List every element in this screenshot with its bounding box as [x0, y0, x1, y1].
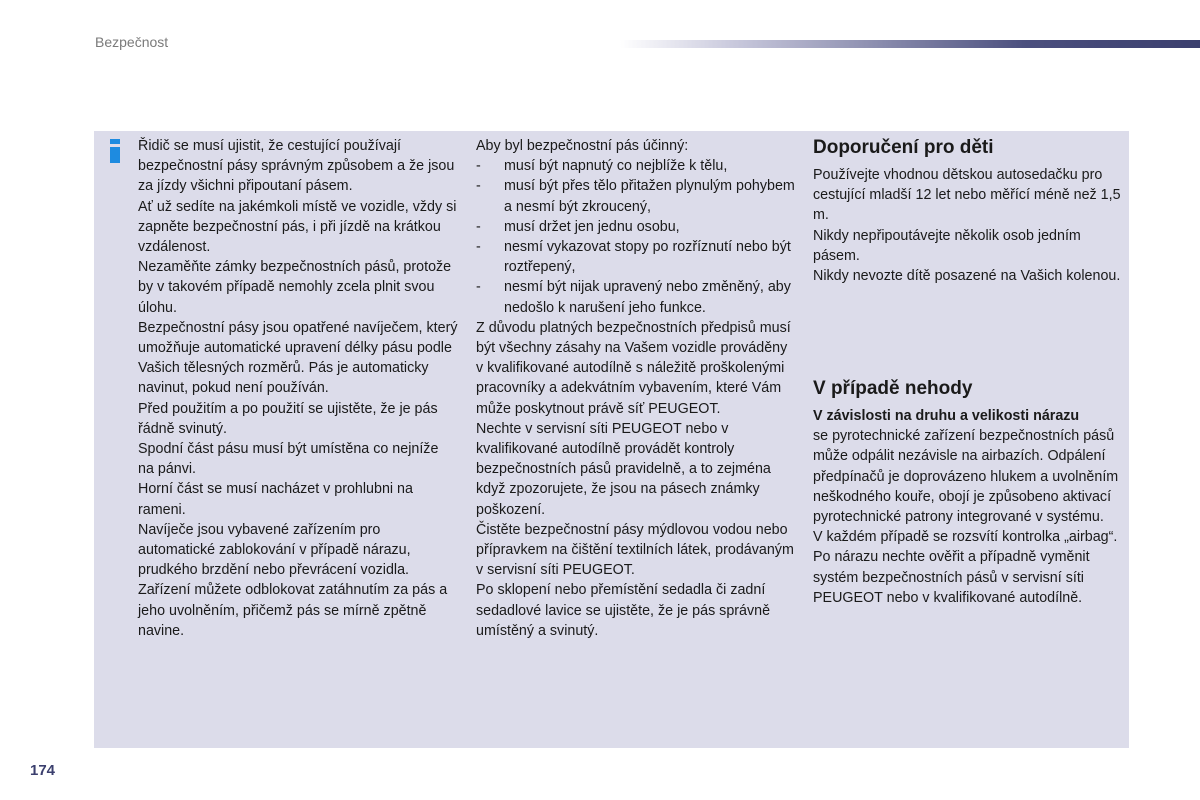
dash-marker: - [476, 218, 481, 235]
info-icon-stem [110, 147, 120, 163]
list-item [476, 237, 796, 277]
section-accident [813, 406, 1125, 608]
list-item [476, 176, 796, 216]
list-item-text: musí být přes tělo přitažen plynulým pohybem a nesmí být zkroucený, [504, 178, 795, 215]
paragraph: Horní část se musí nacházet v prohlubni na rameni. [138, 481, 413, 518]
dash-marker: - [476, 158, 481, 175]
paragraph: Nezaměňte zámky bezpečnostních pásů, protože by v takovém případě nemohly zcela plnit svou úlohu. [138, 259, 452, 316]
list-intro: Aby byl bezpečnostní pás účinný: [476, 138, 689, 154]
paragraph: Navíječe jsou vybavené zařízením pro automatické zablokování v případě nárazu, prudkého brzdění nebo převrácení vozidla. [138, 521, 411, 579]
dash-marker: - [476, 239, 481, 256]
paragraph: Řidič se musí ujistit, že cestující používají bezpečnostní pásy správným způsobem a že jsou za jízdy všichni připoutaní pásem. [138, 138, 455, 195]
dash-marker: - [476, 279, 481, 296]
paragraph: Z důvodu platných bezpečnostních předpisů musí být všechny zásahy na Vašem vozidle prováděny v kvalifikované autodílně s náležitě proškolenými pracovníky a adekvátním vybavením, které Vám může poskytnout právě síť PEUGEOT. [476, 319, 791, 417]
paragraph: Po sklopení nebo přemístění sedadla či zadní sedadlové lavice se ujistěte, že je pás správně umístěný a svinutý. [476, 582, 771, 639]
paragraph: Čistěte bezpečnostní pásy mýdlovou vodou nebo přípravkem na čištění textilních látek, prodávaným v servisní síti PEUGEOT. [476, 521, 794, 579]
paragraph: Bezpečnostní pásy jsou opatřené navíječem, který umožňuje automatické upravení délky pásu podle Vašich tělesných rozměrů. Pás je automaticky navinut, pokud není používán. [138, 319, 458, 397]
list-item-text: nesmí být nijak upravený nebo změněný, aby nedošlo k narušení jeho funkce. [504, 279, 791, 316]
column-left [138, 136, 458, 641]
list-item [476, 217, 796, 237]
paragraph: Nikdy nevozte dítě posazené na Vašich kolenou. [813, 268, 1121, 285]
paragraph: Před použitím a po použití se ujistěte, že je pás řádně svinutý. [138, 400, 438, 437]
page-header-title: Bezpečnost [95, 34, 169, 50]
page-number: 174 [30, 762, 56, 779]
list-item-text: musí držet jen jednu osobu, [504, 218, 680, 235]
paragraph: V každém případě se rozsvítí kontrolka „airbag“. [813, 529, 1118, 546]
dash-marker: - [476, 178, 481, 195]
paragraph: Nechte v servisní síti PEUGEOT nebo v kvalifikované autodílně provádět kontroly bezpečnostních pásů pravidelně, a to zejména když zpozorujete, že jsou na pásech známky poškození. [476, 420, 771, 518]
section-subtitle: V závislosti na druhu a velikosti nárazu [813, 408, 1080, 424]
header-decor-bar [620, 40, 1200, 48]
section-heading-children: Doporučení pro děti [813, 137, 994, 158]
section-children [813, 165, 1125, 286]
info-icon [108, 139, 122, 163]
info-icon-dot [110, 139, 120, 144]
list-item [476, 156, 796, 176]
paragraph: Zařízení můžete odblokovat zatáhnutím za pás a jeho uvolněním, přičemž pás se mírně zpětně navine. [138, 582, 448, 639]
column-middle [476, 136, 796, 641]
paragraph: Nikdy nepřipoutávejte několik osob jedním pásem. [813, 227, 1081, 264]
paragraph: Ať už sedíte na jakémkoli místě ve vozidle, vždy si zapněte bezpečnostní pás, i při jízdě na krátkou vzdálenost. [138, 198, 457, 256]
paragraph: se pyrotechnické zařízení bezpečnostních pásů může odpálit nezávisle na airbazích. Odpálení předpínačů je doprovázeno hlukem a uvolněním neškodného kouře, obojí je způsobeno aktivací pyrotechnické patrony integrované v systému. [813, 428, 1119, 526]
paragraph: Spodní část pásu musí být umístěna co nejníže na pánvi. [138, 441, 439, 478]
list-item [476, 277, 796, 317]
paragraph: Používejte vhodnou dětskou autosedačku pro cestující mladší 12 let nebo měřící méně než 1,5 m. [813, 167, 1121, 224]
list-item-text: musí být napnutý co nejblíže k tělu, [504, 158, 728, 175]
paragraph: Po nárazu nechte ověřit a případně vyměnit systém bezpečnostních pásů v servisní síti PEUGEOT nebo v kvalifikované autodílně. [813, 549, 1090, 606]
list-item-text: nesmí vykazovat stopy po rozříznutí nebo být roztřepený, [504, 239, 791, 276]
section-heading-accident: V případě nehody [813, 378, 973, 399]
